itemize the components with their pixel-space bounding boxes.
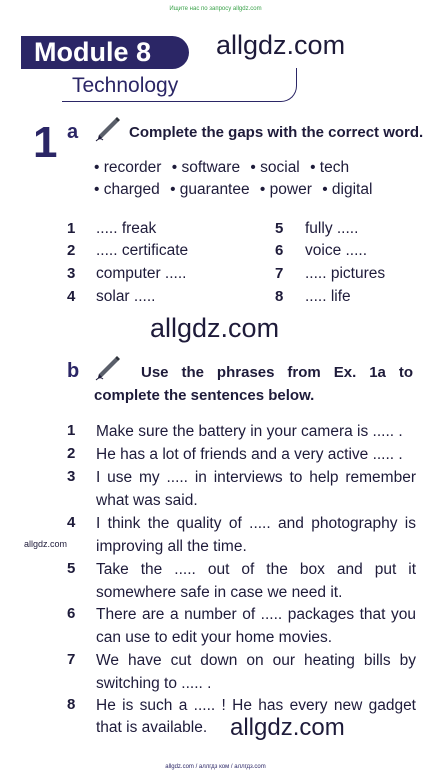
sentence-number: 2 [67,445,76,462]
word-bank-item: • software [171,159,241,176]
sentence-line: We have cut down on our heating bills by [96,652,416,669]
item-number: 6 [275,242,284,259]
sentence-line: can use to edit your home movies. [96,629,333,646]
item-number: 8 [275,288,284,305]
part-b-letter: b [67,360,80,382]
sentence-line: He has a lot of friends and a very active ..... . [96,446,403,463]
module-subtitle: Technology [72,74,179,97]
item-number: 4 [67,288,76,305]
watermark: allgdz.com [150,313,280,343]
item-text: ..... life [305,288,351,305]
sentence-line: There are a number of ..... packages that you [96,606,416,623]
sentence-line: somewhere safe in case we need it. [96,584,343,601]
part-a-instruction: Complete the gaps with the correct word. [129,124,424,141]
pen-icon [94,115,122,143]
sentence-line: I think the quality of ..... and photography is [96,515,416,532]
part-b-instruction-line-2: complete the sentences below. [94,387,315,404]
sentence-line: switching to ..... . [96,675,212,692]
word-bank-item: • recorder [94,159,162,176]
word-bank-item: • social [250,159,300,176]
item-text: computer ..... [96,265,187,282]
word-bank-line-2 [94,181,378,199]
watermark: allgdz.com [216,30,346,60]
word-bank-item: • digital [322,181,373,198]
top-note: Ищите нас по запросу allgdz.com [169,6,262,12]
word-bank-line-1 [94,159,355,177]
sentence-number: 7 [67,651,76,668]
sentence-number: 6 [67,605,76,622]
item-number: 1 [67,220,76,237]
watermark: allgdz.com [24,539,68,549]
sentence-line: He is such a ..... ! He has every new gadget [96,697,416,714]
word-bank-item: • charged [94,181,160,198]
item-number: 2 [67,242,76,259]
exercise-number: 1 [33,118,58,167]
sentence-line: that is available. [96,719,208,736]
item-number: 5 [275,220,284,237]
item-text: voice ..... [305,242,368,259]
sentence-number: 3 [67,468,76,485]
sentence-number: 5 [67,560,76,577]
watermark: allgdz.com [230,714,345,741]
item-text: ..... freak [96,220,157,237]
sentence-line: Make sure the battery in your camera is ..... . [96,423,403,440]
sentence-number: 8 [67,696,76,713]
item-text: solar ..... [96,288,156,305]
item-number: 7 [275,265,284,282]
sentence-line: what was said. [96,492,198,509]
sentence-line: Take the ..... out of the box and put it [96,561,416,578]
item-text: ..... certificate [96,242,189,259]
module-title: Module 8 [34,37,152,67]
part-b-instruction-line-1: Use the phrases from Ex. 1a to [141,364,413,381]
word-bank-item: • guarantee [170,181,250,198]
word-bank-item: • tech [310,159,350,176]
sentence-number: 1 [67,422,76,439]
item-text: ..... pictures [305,265,386,282]
sentence-number: 4 [67,514,76,531]
pen-icon [94,354,122,382]
item-text: fully ..... [305,220,359,237]
bottom-note: allgdz.com / аллгдз ком / аллгдз.com [165,764,266,770]
item-number: 3 [67,265,76,282]
sentence-line: improving all the time. [96,538,247,555]
part-a-letter: a [67,121,79,143]
sentence-line: I use my ..... in interviews to help remember [96,469,416,486]
word-bank-item: • power [259,181,312,198]
